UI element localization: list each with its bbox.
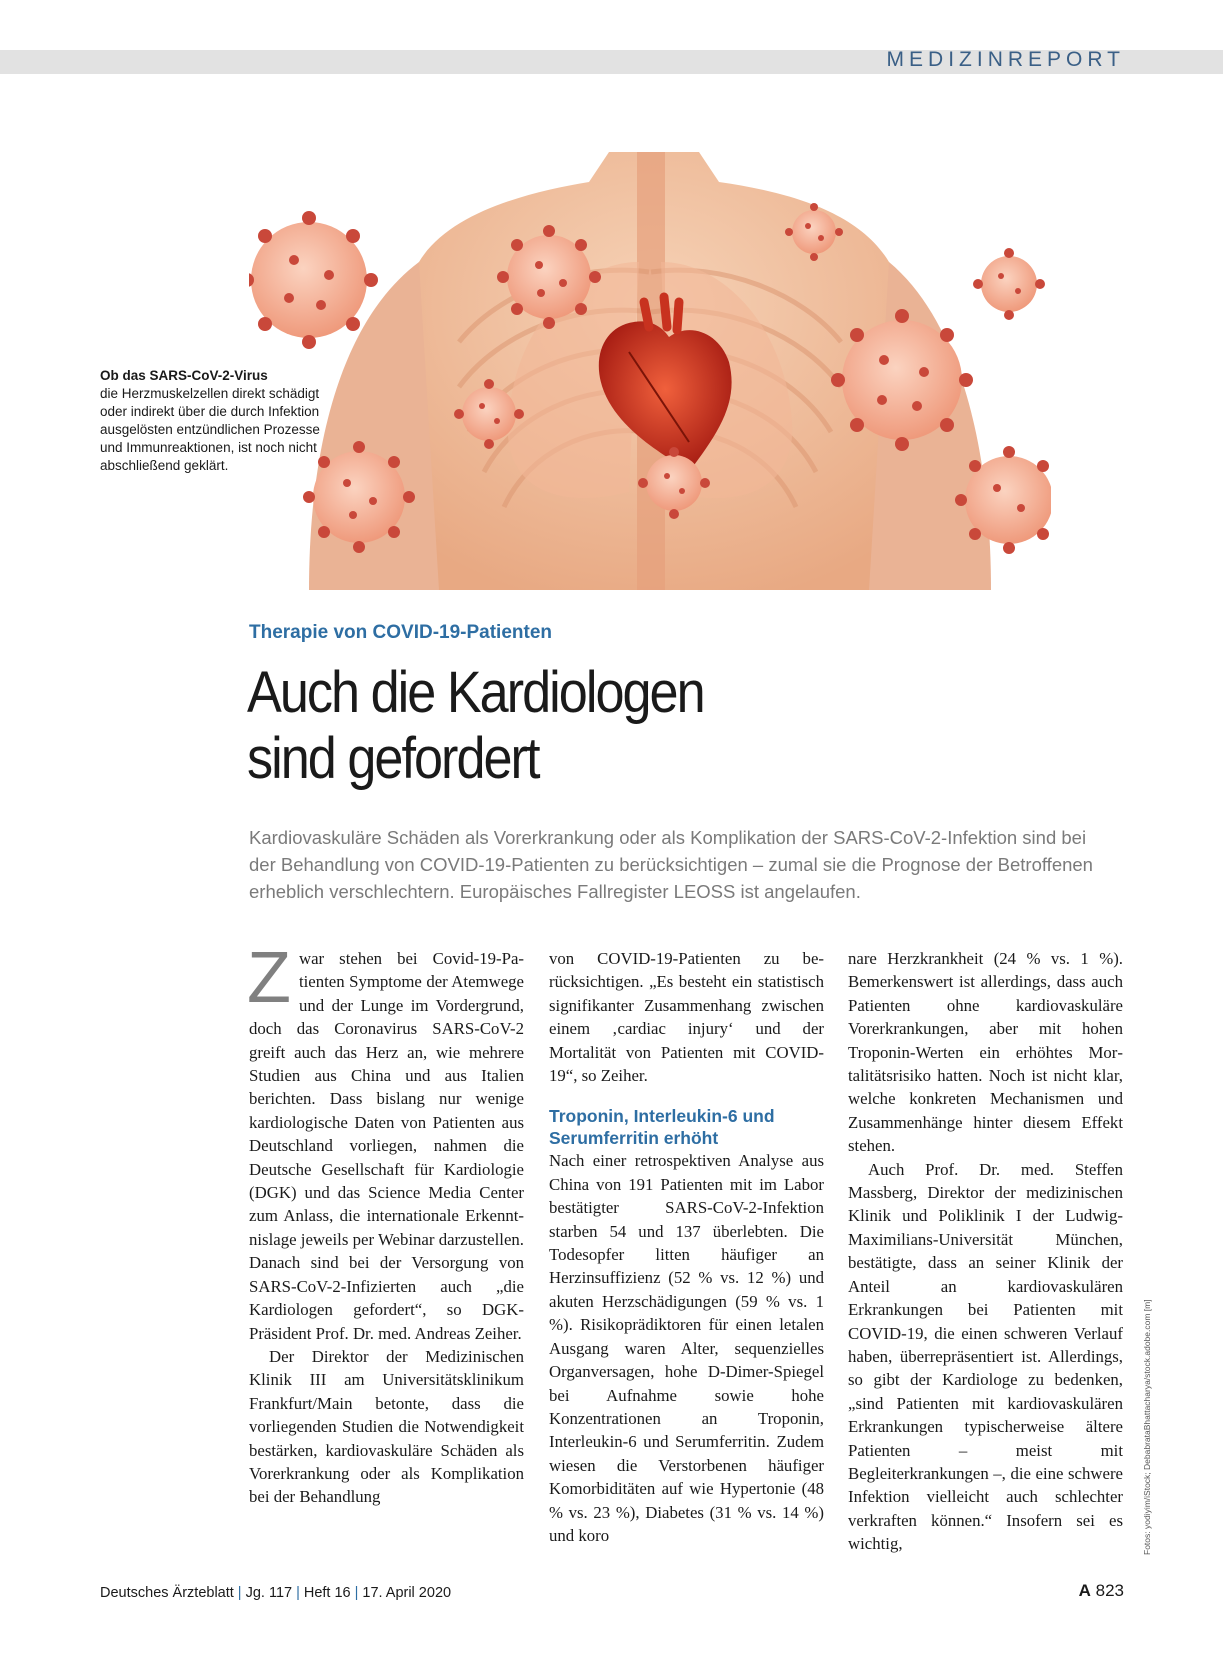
- page-number-value: 823: [1095, 1581, 1124, 1600]
- article-kicker: Therapie von COVID-19-Patienten: [249, 622, 553, 643]
- text-column-2: [549, 947, 824, 1547]
- journal-name: Deutsches Ärzteblatt: [100, 1585, 234, 1601]
- photo-credit: Fotos: yodiyim/iStock; DebabrataBhattacharya/stock.adobe.com [m]: [1142, 1299, 1152, 1555]
- separator: |: [237, 1585, 242, 1601]
- page-number: [1079, 1581, 1124, 1601]
- drop-cap: Z: [247, 938, 291, 1018]
- page-footer: [100, 1585, 451, 1601]
- section-rubric: MEDIZINREPORT: [886, 48, 1125, 71]
- paragraph: von COVID-19-Patienten zu berücksichtigen. „Es besteht ein statistisch signifikanter Zusammenhang zwischen einem ‚cardiac injury‘ und der Mortalität von Patienten mit COVID-19“, so Zeiher.: [549, 949, 824, 1086]
- journal-volume: Jg. 117: [245, 1585, 293, 1601]
- separator: |: [354, 1585, 359, 1601]
- journal-issue: Heft 16: [303, 1585, 351, 1601]
- headline-line-1: Auch die Kardiologen: [247, 660, 704, 725]
- paragraph: Auch Prof. Dr. med. Steffen Massberg, Direktor der medizinischen Klinik und Poliklinik I der Ludwig-Maximilians-Universität München, bestätigte, dass an seiner Klinik der Anteil an kardiovaskulären Erkrankungen bei Patienten mit COVID-19, die einen schweren Verlauf haben, überrepräsentiert ist. Allerdings, so gibt der Kardiologe zu bedenken, „sind Patienten mit kardiovaskulären Erkrankungen typischerweise ältere Patienten – meist mit Begleiterkrankungen –, die eine schwere Infektion vielleicht auch schlechter verkraften können.“ Insofern sei es wichtig,: [848, 1159, 1123, 1554]
- paragraph: nare Herzkrankheit (24 % vs. 1 %). Bemerkenswert ist allerdings, dass auch Patienten ohne kardiovaskuläre Vorerkrankungen, aber mit hohen Troponin-Werten ein erhöhtes Mortalitätsrisiko hatten. Noch ist nicht klar, welche konkreten Mechanismen und Zusammenhänge hinter diesem Effekt stehen.: [848, 949, 1123, 1156]
- hero-illustration: [249, 152, 1051, 590]
- page-prefix: A: [1078, 1581, 1091, 1600]
- issue-date: 17. April 2020: [362, 1585, 452, 1601]
- paragraph: Der Direktor der Medizinischen Klinik III am Universitätsklinikum Frankfurt/Main betonte, dass die vorliegenden Studien die Notwendigkeit bestärken, kardiovaskuläre Schäden als Vorerkrankung oder als Komplikation bei der Behandlung: [249, 1346, 524, 1507]
- article-lead: Kardiovaskuläre Schäden als Vorerkrankung oder als Komplikation der SARS-CoV-2-Infektion sind bei der Behandlung von COVID-19-Patienten zu berücksichtigen – zumal sie die Prognose der Betroffenen erheblich verschlechtern. Europäisches Fallregister LEOSS ist angelaufen.: [249, 827, 1093, 902]
- caption-text: die Herzmuskelzellen direkt schädigt oder indirekt über die durch Infektion ausgelösten entzündlichen Prozesse und Immunreaktionen, ist noch nicht abschließend geklärt.: [100, 386, 320, 473]
- article-headline: [247, 660, 967, 792]
- torso-virus-illustration: [249, 152, 1051, 590]
- image-caption: [100, 367, 340, 475]
- separator: |: [296, 1585, 300, 1601]
- paragraph: Nach einer retrospektiven Analyse aus China von 191 Patienten mit im Labor bestätigter SARS-CoV-2-Infektion starben 54 und 137 überlebten. Die Todesopfer litten häufiger an Herzinsuffizienz (52 % vs. 12 %) und akuten Herzschädigungen (59 % vs. 1 %). Risikoprädiktoren für einen letalen Ausgang waren Alter, sequenzielles Organversagen, hohe D-Dimer-Spiegel bei Aufnahme sowie hohe Konzentrationen an Troponin, Interleukin-6 und Serumferritin. Zudem wiesen die Verstorbenen häufiger Komorbiditäten auf wie Hypertonie (48 % vs. 23 %), Diabetes (31 % vs. 14 %) und koro: [549, 1151, 824, 1545]
- paragraph: war stehen bei Covid-19-Patienten Symptome der Atemwege und der Lunge im Vordergrund, doch das Coronavirus SARS-CoV-2 greift auch das Herz an, wie mehrere Studien aus China und aus Italien berichten. Dass bislang nur wenige kardiologische Daten von Patienten aus Deutschland vorliegen, nahmen die Deutsche Gesellschaft für Kardiologie (DGK) und das Science Media Center zum Anlass, die internationale Erkenntnislage jeweils per Webinar darzustellen. Danach sind bei der Versorgung von SARS-CoV-2-Infizierten auch „die Kardiologen gefordert“, so DGK-Präsident Prof. Dr. med. Andreas Zeiher.: [249, 949, 524, 1343]
- text-column-1: [247, 938, 524, 1509]
- text-column-3: [848, 947, 1123, 1556]
- caption-bold: Ob das SARS-CoV-2-Virus: [100, 368, 268, 383]
- headline-line-2: sind gefordert: [247, 726, 539, 791]
- section-subhead: Troponin, Interleukin-6 und Serumferritin erhöht: [549, 1106, 775, 1149]
